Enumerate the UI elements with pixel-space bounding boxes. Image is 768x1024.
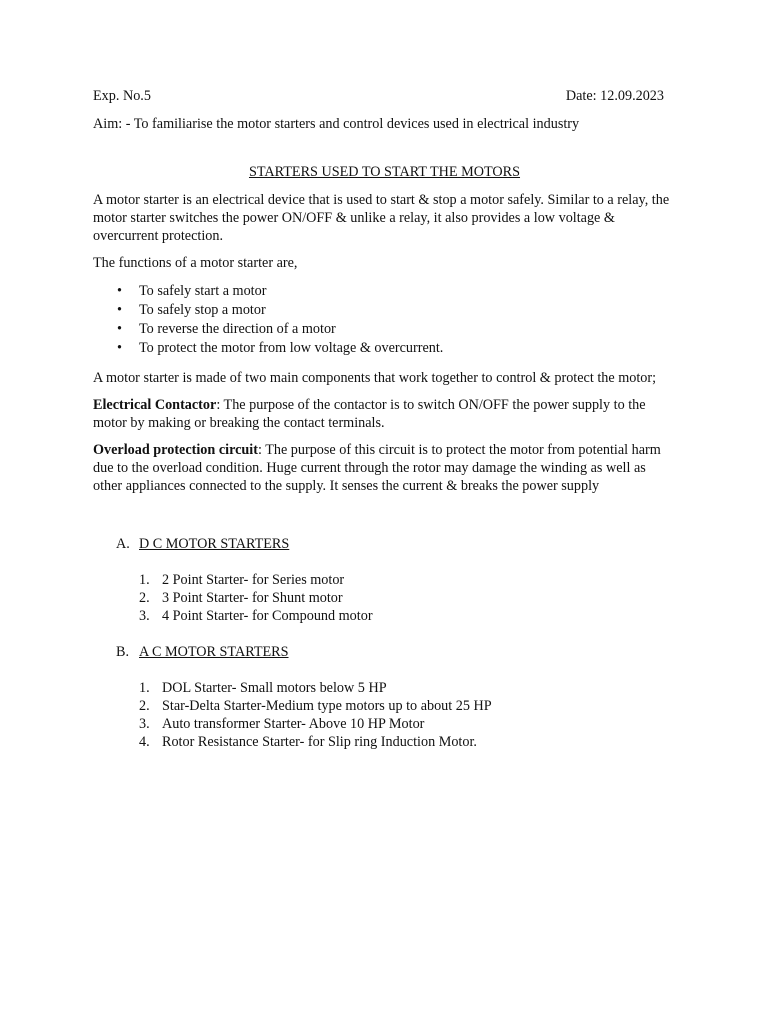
- list-item: [93, 679, 678, 697]
- item-number: 4.: [139, 734, 150, 750]
- function-item: [93, 301, 678, 320]
- list-item: [93, 733, 678, 751]
- item-number: 2.: [139, 698, 150, 714]
- ac-starters-list: [93, 679, 678, 751]
- ac-section-letter: B.: [116, 644, 130, 660]
- section-title: STARTERS USED TO START THE MOTORS: [248, 164, 521, 180]
- dc-starters-list: [93, 571, 678, 625]
- header-row: [93, 87, 664, 105]
- overload-text: : The purpose of this circuit is to protect the motor from potential harm due to the overload condition. Huge current through the rotor may damage the winding as well as other appliances connected to the supply. It senses the current & breaks the power supply: [93, 442, 661, 494]
- function-item-text: To safely stop a motor: [139, 302, 266, 318]
- item-text: Auto transformer Starter- Above 10 HP Motor: [162, 716, 425, 732]
- function-item: [93, 339, 678, 358]
- experiment-number: Exp. No.5: [93, 88, 151, 104]
- item-number: 2.: [139, 590, 150, 606]
- ac-section-title: A C MOTOR STARTERS: [139, 644, 289, 660]
- item-number: 3.: [139, 608, 150, 624]
- item-text: Star-Delta Starter-Medium type motors up to about 25 HP: [162, 698, 492, 714]
- contactor-text: : The purpose of the contactor is to switch ON/OFF the power supply to the motor by making or breaking the contact terminals.: [93, 397, 646, 431]
- list-item: [93, 715, 678, 733]
- item-text: DOL Starter- Small motors below 5 HP: [162, 680, 387, 696]
- overload-term: Overload protection circuit: [93, 442, 258, 458]
- item-text: 2 Point Starter- for Series motor: [162, 572, 345, 588]
- ac-section-heading: [93, 643, 678, 661]
- item-text: 3 Point Starter- for Shunt motor: [162, 590, 343, 606]
- functions-list: [93, 282, 678, 358]
- item-text: 4 Point Starter- for Compound motor: [162, 608, 373, 624]
- bullet-icon: •: [117, 302, 122, 318]
- item-text: Rotor Resistance Starter- for Slip ring Induction Motor.: [162, 734, 477, 750]
- document-page: [93, 87, 678, 751]
- function-item-text: To reverse the direction of a motor: [139, 321, 336, 337]
- item-number: 3.: [139, 716, 150, 732]
- bullet-icon: •: [117, 283, 122, 299]
- list-item: [93, 589, 678, 607]
- intro-paragraph: A motor starter is an electrical device that is used to start & stop a motor safely. Similar to a relay, the motor starter switches the power ON/OFF & unlike a relay, it also provides a low voltage & overcurrent protection.: [93, 192, 670, 244]
- function-item-text: To protect the motor from low voltage & overcurrent.: [139, 340, 444, 356]
- item-number: 1.: [139, 572, 150, 588]
- dc-section-letter: A.: [116, 536, 130, 552]
- function-item: [93, 320, 678, 339]
- overload-paragraph: [93, 441, 678, 495]
- list-item: [93, 697, 678, 715]
- aim-statement: Aim: - To familiarise the motor starters and control devices used in electrical industry: [93, 116, 580, 132]
- bullet-icon: •: [117, 340, 122, 356]
- dc-section-heading: [93, 535, 678, 553]
- bullet-icon: •: [117, 321, 122, 337]
- contactor-paragraph: [93, 396, 678, 432]
- list-item: [93, 571, 678, 589]
- components-paragraph: A motor starter is made of two main components that work together to control & protect the motor;: [93, 370, 657, 386]
- contactor-term: Electrical Contactor: [93, 397, 217, 413]
- functions-intro: The functions of a motor starter are,: [93, 255, 298, 271]
- item-number: 1.: [139, 680, 150, 696]
- function-item: [93, 282, 678, 301]
- dc-section-title: D C MOTOR STARTERS: [139, 536, 290, 552]
- function-item-text: To safely start a motor: [139, 283, 267, 299]
- experiment-date: Date: 12.09.2023: [565, 88, 664, 104]
- list-item: [93, 607, 678, 625]
